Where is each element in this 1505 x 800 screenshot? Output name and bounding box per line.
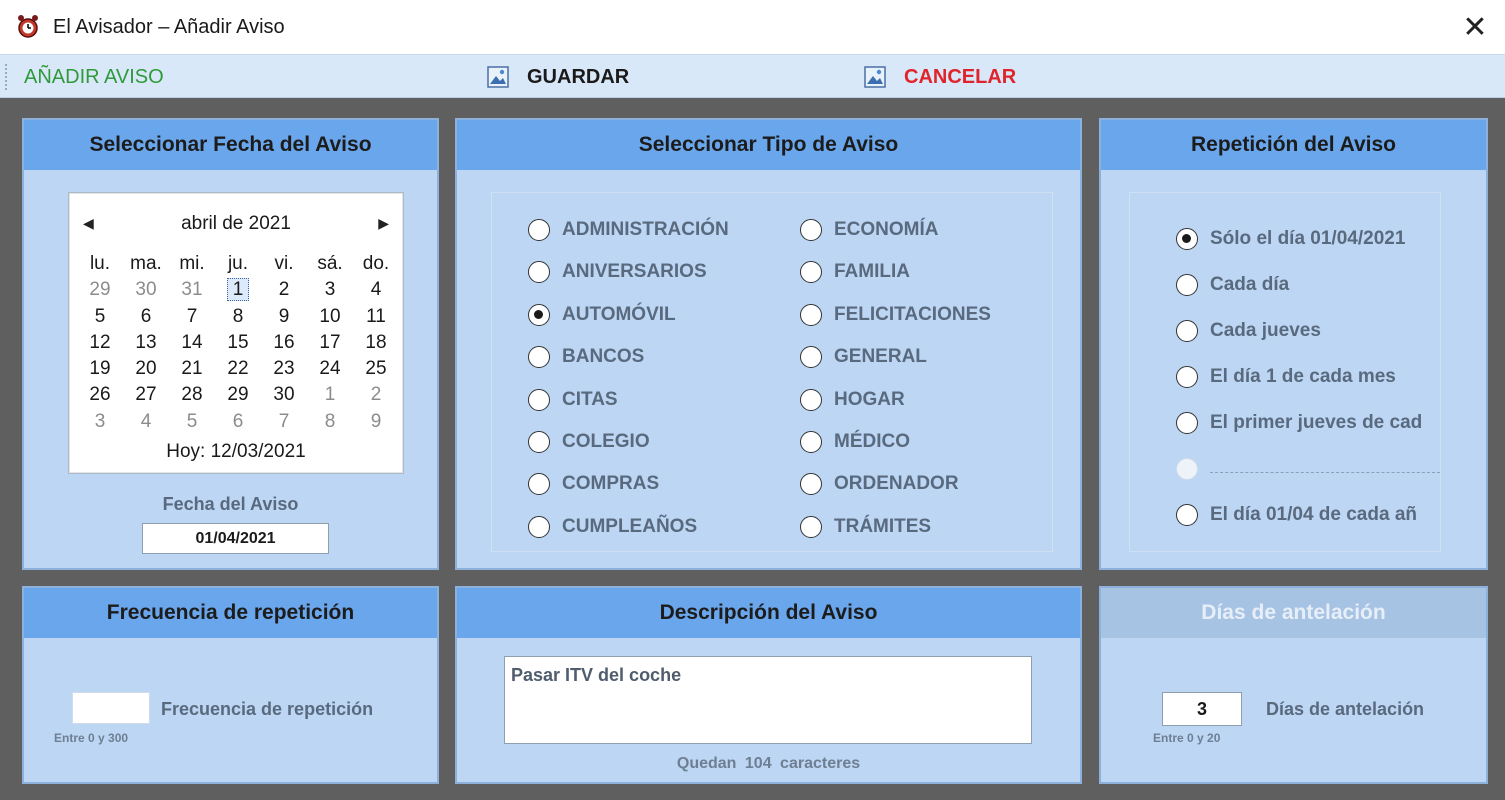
remaining-characters: Quedan 104 caracteres — [676, 755, 861, 772]
calendar-day[interactable]: 10 — [319, 305, 341, 327]
repetition-panel-header: Repetición del Aviso — [1101, 120, 1486, 170]
close-button[interactable] — [1445, 0, 1505, 54]
calendar-day[interactable]: 24 — [319, 358, 341, 380]
weekday-header: lu. — [89, 253, 111, 274]
weekday-header: ma. — [130, 253, 162, 274]
toolbar-title: AÑADIR AVISO — [24, 66, 164, 88]
radio-circle-icon[interactable] — [528, 431, 550, 453]
window-title: El Avisador – Añadir Aviso — [53, 16, 285, 38]
repetition-radio-label[interactable]: Cada día — [1210, 274, 1290, 295]
radio-circle-icon[interactable] — [1176, 366, 1198, 388]
calendar-day[interactable]: 22 — [227, 358, 249, 380]
calendar-day[interactable]: 13 — [135, 331, 157, 353]
radio-circle-icon[interactable] — [528, 346, 550, 368]
frequency-input[interactable] — [72, 692, 150, 724]
weekday-header: vi. — [274, 253, 294, 274]
calendar-today-link[interactable]: Hoy: 12/03/2021 — [166, 441, 306, 462]
repetition-radio-label[interactable]: Cada jueves — [1210, 320, 1321, 341]
calendar-day[interactable]: 26 — [89, 384, 111, 406]
radio-circle-icon[interactable] — [800, 516, 822, 538]
radio-circle-icon[interactable] — [528, 304, 550, 326]
calendar-day[interactable]: 16 — [273, 331, 295, 353]
type-radio-option[interactable] — [528, 346, 644, 368]
calendar-day[interactable]: 21 — [181, 358, 203, 380]
calendar-day[interactable]: 23 — [273, 358, 295, 380]
calendar-day[interactable]: 17 — [319, 331, 341, 353]
type-radio-option[interactable] — [800, 473, 959, 495]
date-panel-header: Seleccionar Fecha del Aviso — [24, 120, 437, 170]
radio-circle-icon[interactable] — [800, 346, 822, 368]
type-radio-label[interactable]: HOGAR — [834, 388, 905, 410]
calendar-day[interactable]: 20 — [135, 358, 157, 380]
calendar-day[interactable]: 7 — [278, 410, 290, 432]
radio-circle-icon — [1176, 458, 1198, 480]
radio-circle-icon[interactable] — [528, 516, 550, 538]
repetition-radio-option[interactable] — [1176, 366, 1396, 388]
calendar-day[interactable]: 8 — [324, 410, 336, 432]
repetition-radio-label[interactable]: El día 1 de cada mes — [1210, 366, 1396, 387]
type-radio-label[interactable]: BANCOS — [562, 346, 645, 368]
type-radio-option[interactable] — [800, 431, 910, 453]
description-textarea[interactable]: Pasar ITV del coche — [504, 656, 1032, 744]
weekday-header: do. — [362, 253, 390, 274]
toolbar-grip[interactable] — [4, 63, 8, 91]
calendar-day[interactable]: 29 — [227, 384, 249, 406]
frequency-panel — [22, 586, 439, 784]
calendar-day[interactable]: 2 — [278, 279, 290, 301]
type-radio-label[interactable]: MÉDICO — [834, 431, 910, 452]
calendar-day[interactable]: 5 — [186, 410, 198, 432]
radio-circle-icon[interactable] — [800, 473, 822, 495]
type-radio-option[interactable] — [800, 261, 910, 283]
calendar-day[interactable]: 4 — [140, 410, 152, 432]
prev-month-icon[interactable]: ◀ — [83, 215, 94, 231]
calendar-day[interactable]: 28 — [181, 384, 203, 406]
next-month-icon[interactable]: ▶ — [378, 215, 389, 231]
frequency-range-hint: Entre 0 y 300 — [54, 731, 129, 745]
calendar-day[interactable]: 6 — [140, 305, 152, 327]
calendar-day[interactable]: 14 — [181, 331, 203, 353]
radio-circle-icon[interactable] — [528, 473, 550, 495]
type-radio-option[interactable] — [528, 389, 618, 411]
radio-circle-icon[interactable] — [1176, 228, 1198, 250]
radio-circle-icon[interactable] — [800, 219, 822, 241]
radio-circle-icon[interactable] — [1176, 504, 1198, 526]
radio-circle-icon[interactable] — [1176, 320, 1198, 342]
type-radio-option[interactable] — [528, 431, 650, 453]
calendar-day[interactable]: 4 — [370, 279, 382, 301]
type-radio-option[interactable] — [528, 473, 659, 495]
calendar-day[interactable]: 29 — [89, 279, 111, 301]
calendar-day[interactable]: 18 — [365, 331, 387, 353]
radio-circle-icon[interactable] — [528, 219, 550, 241]
type-radio-label[interactable]: CITAS — [562, 388, 618, 410]
weekday-header: sá. — [317, 253, 343, 274]
disabled-option-placeholder — [1210, 471, 1440, 473]
calendar-grid — [77, 251, 397, 435]
title-bar — [0, 0, 1505, 54]
repetition-radio-group — [1129, 192, 1441, 552]
repetition-radio-label[interactable]: El día 01/04 de cada añ — [1210, 504, 1417, 525]
type-radio-group — [491, 192, 1053, 552]
type-radio-option[interactable] — [528, 261, 707, 283]
description-panel — [455, 586, 1082, 784]
close-icon[interactable]: ✕ — [1462, 10, 1488, 44]
cancel-button[interactable] — [864, 63, 1016, 91]
type-panel-header: Seleccionar Tipo de Aviso — [457, 120, 1080, 170]
repetition-radio-option[interactable] — [1176, 274, 1289, 296]
radio-circle-icon[interactable] — [528, 389, 550, 411]
image-placeholder-icon — [487, 66, 509, 88]
frequency-field-label: Frecuencia de repetición — [161, 699, 374, 719]
advance-days-panel — [1099, 586, 1488, 784]
type-radio-label[interactable]: ADMINISTRACIÓN — [562, 219, 729, 240]
type-radio-option[interactable] — [800, 304, 991, 326]
cancel-label[interactable]: CANCELAR — [904, 65, 1017, 88]
radio-circle-icon[interactable] — [800, 304, 822, 326]
type-radio-option[interactable] — [528, 304, 676, 326]
type-radio-label[interactable]: ANIVERSARIOS — [562, 261, 707, 283]
radio-circle-icon[interactable] — [1176, 274, 1198, 296]
calendar-day[interactable]: 6 — [232, 410, 244, 432]
calendar-day[interactable]: 30 — [135, 279, 157, 301]
calendar-day[interactable]: 7 — [186, 305, 198, 327]
app-alarm-icon — [16, 14, 40, 40]
calendar-month-label[interactable]: abril de 2021 — [181, 213, 291, 234]
repetition-radio-label[interactable]: Sólo el día 01/04/2021 — [1210, 228, 1406, 249]
weekday-header: ju. — [227, 253, 249, 274]
type-radio-label[interactable]: TRÁMITES — [834, 515, 932, 537]
weekday-header: mi. — [179, 253, 205, 274]
calendar-day[interactable]: 3 — [324, 279, 336, 301]
calendar-day[interactable]: 9 — [370, 410, 382, 432]
calendar-day[interactable]: 31 — [181, 279, 203, 301]
calendar-day[interactable]: 8 — [232, 305, 244, 327]
type-radio-option[interactable] — [800, 346, 927, 368]
type-radio-label[interactable]: FAMILIA — [834, 261, 910, 283]
type-radio-label[interactable]: CUMPLEAÑOS — [562, 515, 698, 537]
repetition-panel — [1099, 118, 1488, 570]
calendar-day[interactable]: 1 — [324, 384, 336, 406]
calendar-day[interactable]: 3 — [94, 410, 106, 432]
type-radio-option[interactable] — [800, 389, 905, 411]
date-field-label: Fecha del Aviso — [162, 494, 299, 514]
radio-circle-icon[interactable] — [1176, 412, 1198, 434]
type-radio-label[interactable]: AUTOMÓVIL — [562, 303, 676, 325]
repetition-radio-option[interactable] — [1176, 412, 1422, 434]
image-placeholder-icon — [864, 66, 886, 88]
radio-circle-icon[interactable] — [800, 431, 822, 453]
frequency-panel-header: Frecuencia de repetición — [24, 588, 437, 638]
type-radio-label[interactable]: FELICITACIONES — [834, 303, 991, 325]
description-panel-header: Descripción del Aviso — [457, 588, 1080, 638]
repetition-radio-option — [1176, 458, 1440, 480]
calendar-day[interactable]: 19 — [89, 358, 111, 380]
calendar-day[interactable]: 11 — [366, 305, 386, 327]
advance-days-range-hint: Entre 0 y 20 — [1153, 731, 1221, 745]
calendar-day[interactable]: 30 — [273, 384, 295, 406]
calendar-day[interactable]: 27 — [135, 384, 157, 406]
advance-days-panel-header: Días de antelación — [1101, 588, 1486, 638]
calendar-day-selected[interactable]: 1 — [215, 277, 261, 303]
type-radio-label[interactable]: ECONOMÍA — [834, 219, 939, 240]
type-radio-label[interactable]: COLEGIO — [562, 431, 650, 452]
type-radio-option[interactable] — [800, 516, 931, 538]
date-panel — [22, 118, 439, 570]
toolbar — [0, 54, 1505, 98]
calendar-day[interactable]: 2 — [370, 384, 382, 406]
type-radio-label[interactable]: GENERAL — [834, 346, 927, 368]
calendar-day[interactable]: 25 — [365, 358, 387, 380]
radio-circle-icon[interactable] — [800, 389, 822, 411]
advance-days-input[interactable]: 3 — [1162, 692, 1242, 726]
calendar-day[interactable]: 12 — [89, 331, 111, 353]
repetition-radio-option[interactable] — [1176, 504, 1417, 526]
repetition-radio-option[interactable] — [1176, 320, 1321, 342]
month-calendar[interactable] — [68, 192, 404, 474]
radio-circle-icon[interactable] — [800, 261, 822, 283]
type-radio-option[interactable] — [528, 516, 697, 538]
type-panel — [455, 118, 1082, 570]
advance-days-field-label: Días de antelación — [1266, 699, 1425, 719]
type-radio-label[interactable]: COMPRAS — [562, 473, 660, 495]
calendar-day[interactable]: 15 — [227, 331, 249, 353]
type-radio-option[interactable] — [800, 219, 939, 241]
save-label[interactable]: GUARDAR — [527, 65, 630, 88]
date-field[interactable] — [142, 523, 329, 554]
repetition-radio-option[interactable] — [1176, 228, 1405, 250]
type-radio-option[interactable] — [528, 219, 729, 241]
save-button[interactable] — [487, 63, 629, 91]
calendar-day[interactable]: 5 — [94, 305, 106, 327]
calendar-day[interactable]: 9 — [278, 305, 290, 327]
radio-circle-icon[interactable] — [528, 261, 550, 283]
type-radio-label[interactable]: ORDENADOR — [834, 473, 959, 495]
repetition-radio-label[interactable]: El primer jueves de cad — [1210, 412, 1423, 433]
